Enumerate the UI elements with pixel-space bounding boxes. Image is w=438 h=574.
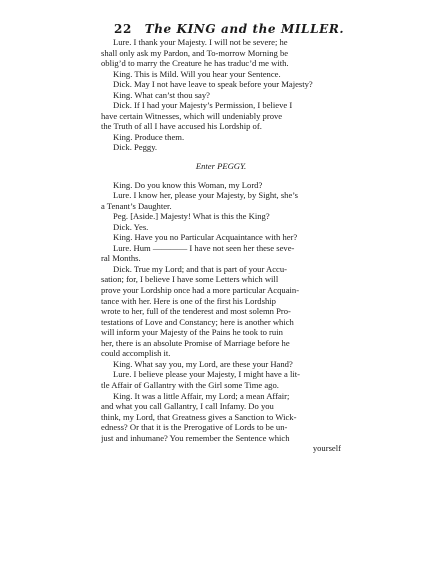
text-line: oblig’d to marry the Creature he has traduc’d me with. <box>101 58 289 69</box>
text-line: Dick. Yes. <box>113 221 149 232</box>
text-line: yourself <box>312 443 341 454</box>
text-line: King. It was a little Affair, my Lord; a mean Affair; <box>113 390 290 401</box>
text-line: King. What can’st thou say? <box>113 89 210 100</box>
page-number: 22 <box>114 22 132 36</box>
text-line: King. What say you, my Lord, are these your Hand? <box>113 358 293 369</box>
text-line: Lure. I believe please your Majesty, I might have a lit- <box>113 369 301 380</box>
text-line: edness? Or that it is the Prerogative of Lords to be un- <box>101 422 288 433</box>
text-line: a Tenant’s Daughter. <box>101 200 172 211</box>
text-line: think, my Lord, that Greatness gives a Sanction to Wick- <box>101 411 297 422</box>
text-line: King. This is Mild. Will you hear your Sentence. <box>113 68 281 79</box>
body-text <box>101 37 341 454</box>
text-line: King. Do you know this Woman, my Lord? <box>113 179 263 190</box>
running-header <box>114 22 354 36</box>
stage-direction: Enter PEGGY. <box>195 161 247 172</box>
text-line: Dick. If I had your Majesty’s Permission, I believe I <box>113 100 293 111</box>
text-line: wrote to her, full of the tenderest and most solemn Pro- <box>101 306 291 317</box>
text-line: and what you call Gallantry, I call Infamy. Do you <box>101 401 274 412</box>
text-line: just and inhumane? You remember the Sentence which <box>101 432 290 443</box>
spacer <box>101 172 341 180</box>
text-line: shall only ask my Pardon, and To-morrow Morning be <box>101 47 289 58</box>
text-line: prove your Lordship once had a more particular Acquain- <box>101 285 300 296</box>
text-line: sation; for, I believe I have some Letters which will <box>101 274 279 285</box>
text-line: could accomplish it. <box>101 348 171 359</box>
spacer <box>101 153 341 161</box>
running-title: The KING and the MILLER. <box>144 22 345 36</box>
text-line: tance with her. Here is one of the first his Lordship <box>101 295 276 306</box>
text-line: testations of Love and Constancy; here is another which <box>101 316 294 327</box>
text-line: have certain Witnesses, which will undeniably prove <box>101 110 283 121</box>
text-line: ral Months. <box>101 253 141 264</box>
text-line: the Truth of all I have accused his Lordship of. <box>101 121 262 132</box>
text-line: Dick. True my Lord; and that is part of your Accu- <box>113 263 287 274</box>
text-line: Lure. I thank your Majesty. I will not be severe; he <box>113 37 288 47</box>
text-line: Peg. [Aside.] Majesty! What is this the King? <box>113 211 270 222</box>
text-line: Dick. May I not have leave to speak before your Majesty? <box>113 79 313 90</box>
text-line: Dick. Peggy. <box>113 142 158 153</box>
text-line: Lure. Hum ———— I have not seen her these seve- <box>113 242 295 253</box>
text-line: King. Produce them. <box>113 131 185 142</box>
text-line: Lure. I know her, please your Majesty, by Sight, she’s <box>113 190 299 201</box>
text-line: will inform your Majesty of the Pains he took to ruin <box>101 327 283 338</box>
text-line: her, there is an absolute Promise of Marriage before he <box>101 337 290 348</box>
text-line: tle Affair of Gallantry with the Girl some Time ago. <box>101 379 279 390</box>
text-line: King. Have you no Particular Acquaintance with her? <box>113 232 298 243</box>
